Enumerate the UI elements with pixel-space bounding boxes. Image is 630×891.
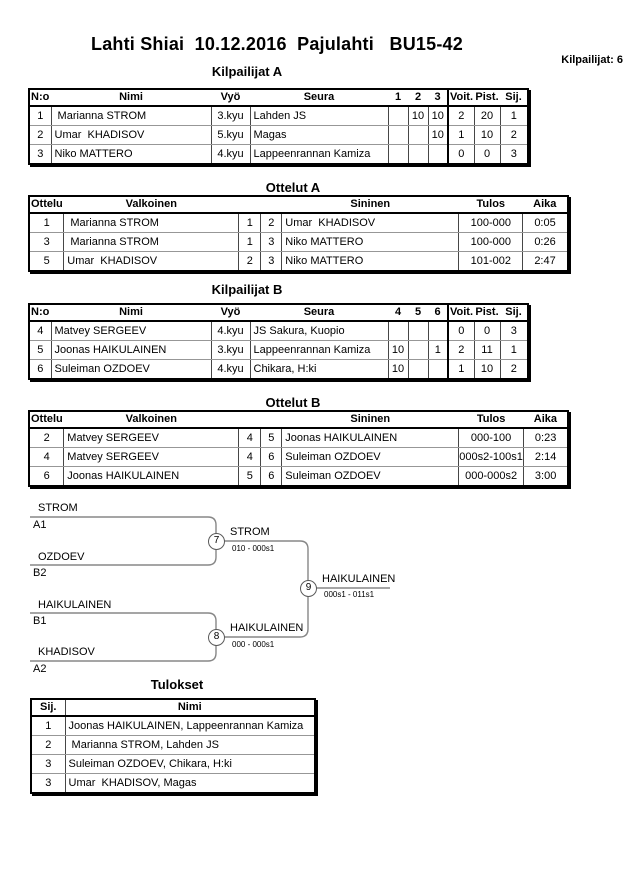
column-header-nimi: Nimi — [51, 304, 211, 321]
bracket-match-winner: HAIKULAINEN — [230, 622, 304, 634]
table-cell: 2 — [29, 126, 51, 145]
table-cell: 3 — [31, 755, 65, 774]
table-cell: 6 — [261, 448, 282, 467]
table-cell: 2 — [239, 252, 261, 272]
table-cell: 000s2-100s1 — [459, 448, 524, 467]
table-cell: 10 — [474, 360, 500, 380]
table-cell: 10 — [428, 126, 448, 145]
table-cell: Niko MATTERO — [51, 145, 211, 165]
table-row — [31, 774, 315, 794]
column-header-blank — [261, 411, 282, 428]
table-cell — [408, 145, 428, 165]
table-cell — [428, 321, 448, 341]
column-header-vy: Vyö — [211, 304, 250, 321]
table-cell: 20 — [474, 106, 500, 126]
table-cell: 4 — [29, 321, 51, 341]
bracket-pair-top-line — [30, 517, 216, 565]
column-header-aika: Aika — [523, 196, 568, 213]
table-cell: 2 — [29, 428, 64, 448]
table-cell: 100-000 — [459, 213, 523, 233]
table-row — [29, 252, 568, 272]
table-cell: JS Sakura, Kuopio — [250, 321, 388, 341]
table-cell: 0 — [448, 321, 474, 341]
table-cell: Marianna STROM — [51, 106, 211, 126]
bracket-slot-name: HAIKULAINEN — [38, 599, 112, 611]
table-cell: Niko MATTERO — [282, 233, 459, 252]
table-cell: 1 — [500, 106, 528, 126]
table-cell: 000-000s2 — [459, 467, 524, 487]
table-cell: 1 — [31, 716, 65, 736]
column-header-blank — [239, 411, 261, 428]
table-row — [29, 360, 528, 380]
table-cell: Umar KHADISOV — [282, 213, 459, 233]
table-cell — [428, 145, 448, 165]
table-cell: 000-100 — [459, 428, 524, 448]
table-cell: 3 — [500, 321, 528, 341]
table-cell: Magas — [250, 126, 388, 145]
column-header-blank — [239, 196, 261, 213]
table-cell — [408, 341, 428, 360]
table-cell: 3.kyu — [211, 106, 250, 126]
table-cell: 3:00 — [523, 467, 568, 487]
table-cell: 5 — [261, 428, 282, 448]
table-cell: 0:23 — [523, 428, 568, 448]
bracket-slot-name: STROM — [38, 502, 78, 514]
column-header-pist: Pist. — [474, 304, 500, 321]
table-cell: Joonas HAIKULAINEN — [64, 467, 239, 487]
table-cell: 6 — [29, 360, 51, 380]
bracket-match-number-badge: 9 — [300, 580, 317, 597]
table-cell: 4 — [29, 448, 64, 467]
bracket-match-score: 000 - 000s1 — [232, 640, 275, 649]
column-header-1: 1 — [388, 89, 408, 106]
table-cell: 2 — [500, 126, 528, 145]
table-cell: Suleiman OZDOEV — [282, 467, 459, 487]
column-header-tulos: Tulos — [459, 196, 523, 213]
table-cell — [388, 321, 408, 341]
tulokset-table — [30, 698, 316, 794]
column-header-ottelu: Ottelu — [29, 196, 64, 213]
bracket-slot-seed: B1 — [33, 615, 47, 627]
table-cell: 6 — [29, 467, 64, 487]
table-cell: 6 — [261, 467, 282, 487]
table-cell: 2 — [448, 106, 474, 126]
table-cell: 1 — [428, 341, 448, 360]
section-title-kilpailijat-b: Kilpailijat B — [211, 282, 283, 297]
table-cell: 10 — [388, 360, 408, 380]
column-header-blank — [261, 196, 282, 213]
table-cell: 1 — [29, 213, 64, 233]
table-cell — [388, 126, 408, 145]
table-cell: 2:14 — [523, 448, 568, 467]
table-cell: 3 — [31, 774, 65, 794]
column-header-seura: Seura — [250, 89, 388, 106]
column-header-6: 6 — [428, 304, 448, 321]
table-cell — [388, 145, 408, 165]
bracket-pair-bottom-line — [30, 613, 216, 661]
column-header-4: 4 — [388, 304, 408, 321]
table-cell: Suleiman OZDOEV — [282, 448, 459, 467]
table-cell: 10 — [388, 341, 408, 360]
section-title-tulokset: Tulokset — [150, 677, 204, 692]
table-cell: 5 — [29, 252, 64, 272]
table-header-row — [29, 411, 568, 428]
bracket-slot-name: OZDOEV — [38, 551, 85, 563]
bracket-slot-name: KHADISOV — [38, 646, 95, 658]
table-cell: 10 — [408, 106, 428, 126]
table-cell: 1 — [448, 126, 474, 145]
table-cell — [408, 360, 428, 380]
table-cell: 101-002 — [459, 252, 523, 272]
table-row — [29, 106, 528, 126]
kilpailijat-b-table — [28, 303, 529, 380]
table-cell: Suleiman OZDOEV, Chikara, H:ki — [65, 755, 315, 774]
table-cell: Lahden JS — [250, 106, 388, 126]
column-header-sij: Sij. — [500, 304, 528, 321]
kilpailijat-a-table — [28, 88, 529, 165]
table-cell: Marianna STROM, Lahden JS — [65, 736, 315, 755]
bracket-match-score: 010 - 000s1 — [232, 544, 275, 553]
column-header-3: 3 — [428, 89, 448, 106]
column-header-tulos: Tulos — [459, 411, 524, 428]
table-row — [31, 755, 315, 774]
table-cell: 5.kyu — [211, 126, 250, 145]
table-cell: 1 — [500, 341, 528, 360]
column-header-sininen: Sininen — [282, 196, 459, 213]
bracket-match-winner: HAIKULAINEN — [322, 573, 396, 585]
table-cell: 4 — [239, 428, 261, 448]
ottelut-a-table — [28, 195, 569, 272]
table-cell: Joonas HAIKULAINEN — [51, 341, 211, 360]
table-cell: 0 — [474, 145, 500, 165]
table-cell: 3 — [261, 233, 282, 252]
table-row — [31, 736, 315, 755]
table-header-row — [29, 196, 568, 213]
column-header-voit: Voit. — [448, 89, 474, 106]
table-cell: 4.kyu — [211, 145, 250, 165]
bracket-match-score: 000s1 - 011s1 — [324, 590, 375, 599]
bracket-match-winner: STROM — [230, 526, 270, 538]
page-title: Lahti Shiai 10.12.2016 Pajulahti BU15-42 — [91, 34, 463, 54]
table-cell — [408, 126, 428, 145]
table-cell: Chikara, H:ki — [250, 360, 388, 380]
table-cell: 2 — [31, 736, 65, 755]
column-header-ottelu: Ottelu — [29, 411, 64, 428]
table-header-row — [29, 89, 528, 106]
table-cell: Niko MATTERO — [282, 252, 459, 272]
table-row — [29, 321, 528, 341]
table-cell: Umar KHADISOV — [51, 126, 211, 145]
table-cell: 3.kyu — [211, 341, 250, 360]
table-cell: 11 — [474, 341, 500, 360]
table-cell: 3 — [500, 145, 528, 165]
column-header-aika: Aika — [523, 411, 568, 428]
table-cell: Joonas HAIKULAINEN, Lappeenrannan Kamiza — [65, 716, 315, 736]
table-cell: 1 — [239, 213, 261, 233]
column-header-nimi: Nimi — [65, 699, 315, 716]
table-row — [29, 341, 528, 360]
competitors-count-label: Kilpailijat: 6 — [561, 54, 623, 66]
table-cell — [408, 321, 428, 341]
bracket-match-number-badge: 7 — [208, 533, 225, 550]
table-cell: Umar KHADISOV, Magas — [65, 774, 315, 794]
bracket-slot-seed: A1 — [33, 519, 47, 531]
table-cell: 3 — [261, 252, 282, 272]
table-row — [29, 233, 568, 252]
table-cell: Matvey SERGEEV — [64, 448, 239, 467]
column-header-pist: Pist. — [474, 89, 500, 106]
table-row — [31, 716, 315, 736]
column-header-sij: Sij. — [31, 699, 65, 716]
column-header-voit: Voit. — [448, 304, 474, 321]
table-cell: 2 — [261, 213, 282, 233]
table-cell: Lappeenrannan Kamiza — [250, 341, 388, 360]
table-cell: 2 — [448, 341, 474, 360]
table-cell: 1 — [239, 233, 261, 252]
table-cell: 0 — [448, 145, 474, 165]
table-cell: Matvey SERGEEV — [51, 321, 211, 341]
section-title-ottelut-a: Ottelut A — [265, 180, 321, 195]
table-cell: Suleiman OZDOEV — [51, 360, 211, 380]
table-cell: Marianna STROM — [64, 213, 239, 233]
table-cell: 2 — [500, 360, 528, 380]
bracket-slot-seed: A2 — [33, 663, 47, 675]
bracket-semifinal-join-line — [224, 541, 308, 637]
table-cell: 5 — [29, 341, 51, 360]
column-header-5: 5 — [408, 304, 428, 321]
table-cell — [428, 360, 448, 380]
table-cell: 0:05 — [523, 213, 568, 233]
table-cell: 0 — [474, 321, 500, 341]
table-row — [29, 448, 568, 467]
bracket-match-number-badge: 8 — [208, 629, 225, 646]
column-header-nimi: Nimi — [51, 89, 211, 106]
section-title-kilpailijat-a: Kilpailijat A — [211, 64, 283, 79]
table-cell: 3 — [29, 145, 51, 165]
table-row — [29, 126, 528, 145]
table-cell: 100-000 — [459, 233, 523, 252]
table-cell: 5 — [239, 467, 261, 487]
table-cell: 0:26 — [523, 233, 568, 252]
table-cell: Matvey SERGEEV — [64, 428, 239, 448]
table-cell: Lappeenrannan Kamiza — [250, 145, 388, 165]
column-header-valkoinen: Valkoinen — [64, 411, 239, 428]
table-cell: Joonas HAIKULAINEN — [282, 428, 459, 448]
column-header-seura: Seura — [250, 304, 388, 321]
table-cell: 4.kyu — [211, 321, 250, 341]
column-header-sij: Sij. — [500, 89, 528, 106]
column-header-sininen: Sininen — [282, 411, 459, 428]
table-cell: Marianna STROM — [64, 233, 239, 252]
column-header-n-o: N:o — [29, 89, 51, 106]
table-cell: 4 — [239, 448, 261, 467]
table-header-row — [31, 699, 315, 716]
bracket-slot-seed: B2 — [33, 567, 47, 579]
column-header-valkoinen: Valkoinen — [64, 196, 239, 213]
table-cell: 4.kyu — [211, 360, 250, 380]
section-title-ottelut-b: Ottelut B — [265, 395, 321, 410]
table-cell: 10 — [428, 106, 448, 126]
table-header-row — [29, 304, 528, 321]
table-cell: Umar KHADISOV — [64, 252, 239, 272]
table-cell — [388, 106, 408, 126]
column-header-vy: Vyö — [211, 89, 250, 106]
table-cell: 10 — [474, 126, 500, 145]
table-row — [29, 213, 568, 233]
table-row — [29, 145, 528, 165]
table-cell: 2:47 — [523, 252, 568, 272]
table-cell: 1 — [29, 106, 51, 126]
table-row — [29, 428, 568, 448]
column-header-n-o: N:o — [29, 304, 51, 321]
table-cell: 1 — [448, 360, 474, 380]
table-cell: 3 — [29, 233, 64, 252]
column-header-2: 2 — [408, 89, 428, 106]
